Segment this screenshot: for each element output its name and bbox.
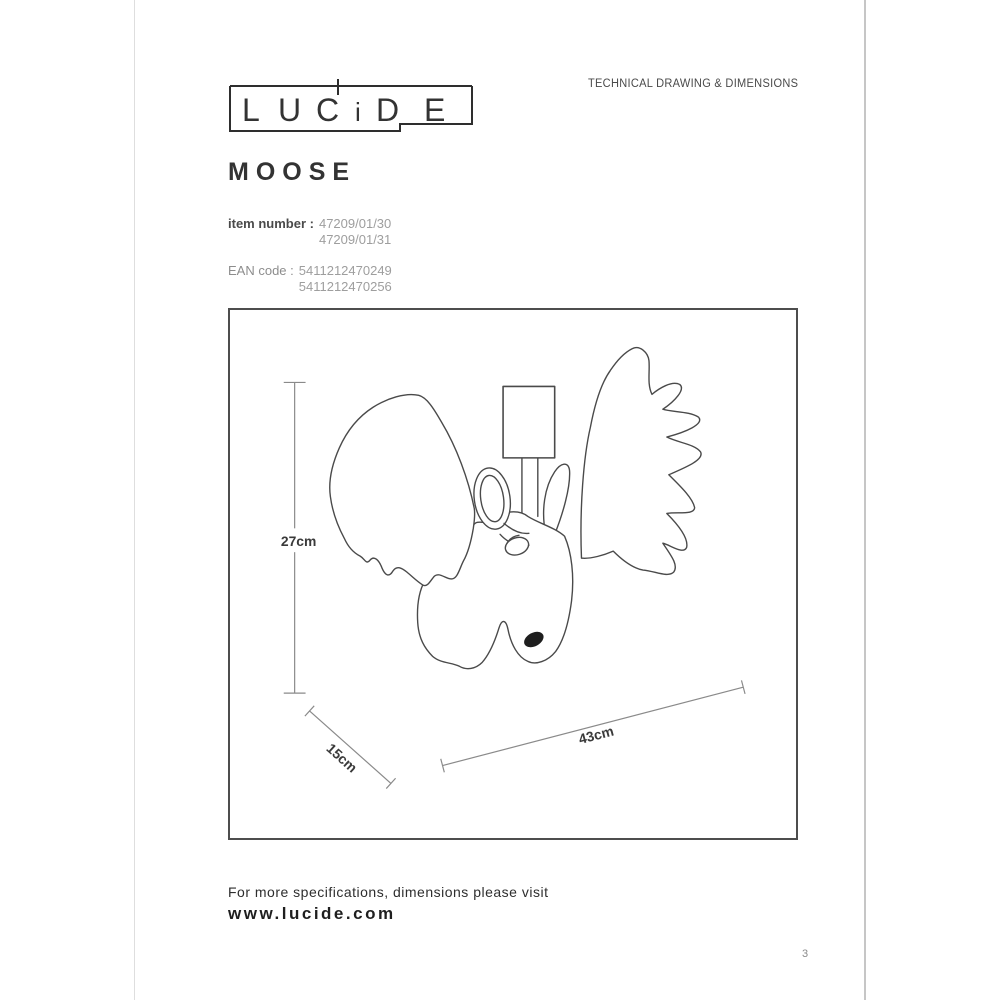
page-number: 3 (802, 948, 809, 960)
dim-label-depth: 15cm (323, 740, 361, 776)
item-number-1: 47209/01/30 (318, 216, 392, 231)
lucide-logo (228, 76, 478, 145)
item-number-block (228, 216, 391, 247)
product-name: MOOSE (228, 158, 357, 186)
lamp-socket (503, 386, 555, 457)
moose-drawing (230, 310, 796, 838)
dim-label-height: 27cm (280, 533, 317, 550)
dim-line-depth (305, 706, 396, 789)
logo-letter-e: E (424, 92, 446, 128)
ean-code-block (228, 263, 392, 294)
logo-letter-c: C (316, 92, 340, 128)
page-tagline: TECHNICAL DRAWING & DIMENSIONS (588, 78, 799, 90)
ean-code-label: EAN code : (228, 263, 294, 278)
technical-drawing-frame (228, 308, 798, 840)
website-link[interactable]: www.lucide.com (228, 904, 396, 923)
ean-code-2: 5411212470256 (298, 278, 392, 294)
left-ear-outline (330, 395, 475, 586)
footer-note: For more specifications, dimensions please visit (228, 884, 549, 900)
antler-outline (581, 348, 701, 575)
logo-letter-i: i (355, 97, 361, 127)
right-ear-outline (544, 464, 570, 534)
logo-letter-u: U (278, 92, 302, 128)
ean-code-1: 5411212470249 (298, 263, 392, 278)
ean-code-values (299, 263, 392, 294)
item-number-label: item number : (228, 216, 314, 231)
logo-letter-l: L (242, 92, 260, 128)
lucide-logo-frame (228, 76, 478, 140)
dim-label-width: 43cm (576, 722, 616, 747)
logo-letter-d: D (376, 92, 400, 128)
item-number-values (319, 216, 391, 247)
item-number-2: 47209/01/31 (318, 231, 392, 247)
lamp-stem (522, 458, 538, 519)
